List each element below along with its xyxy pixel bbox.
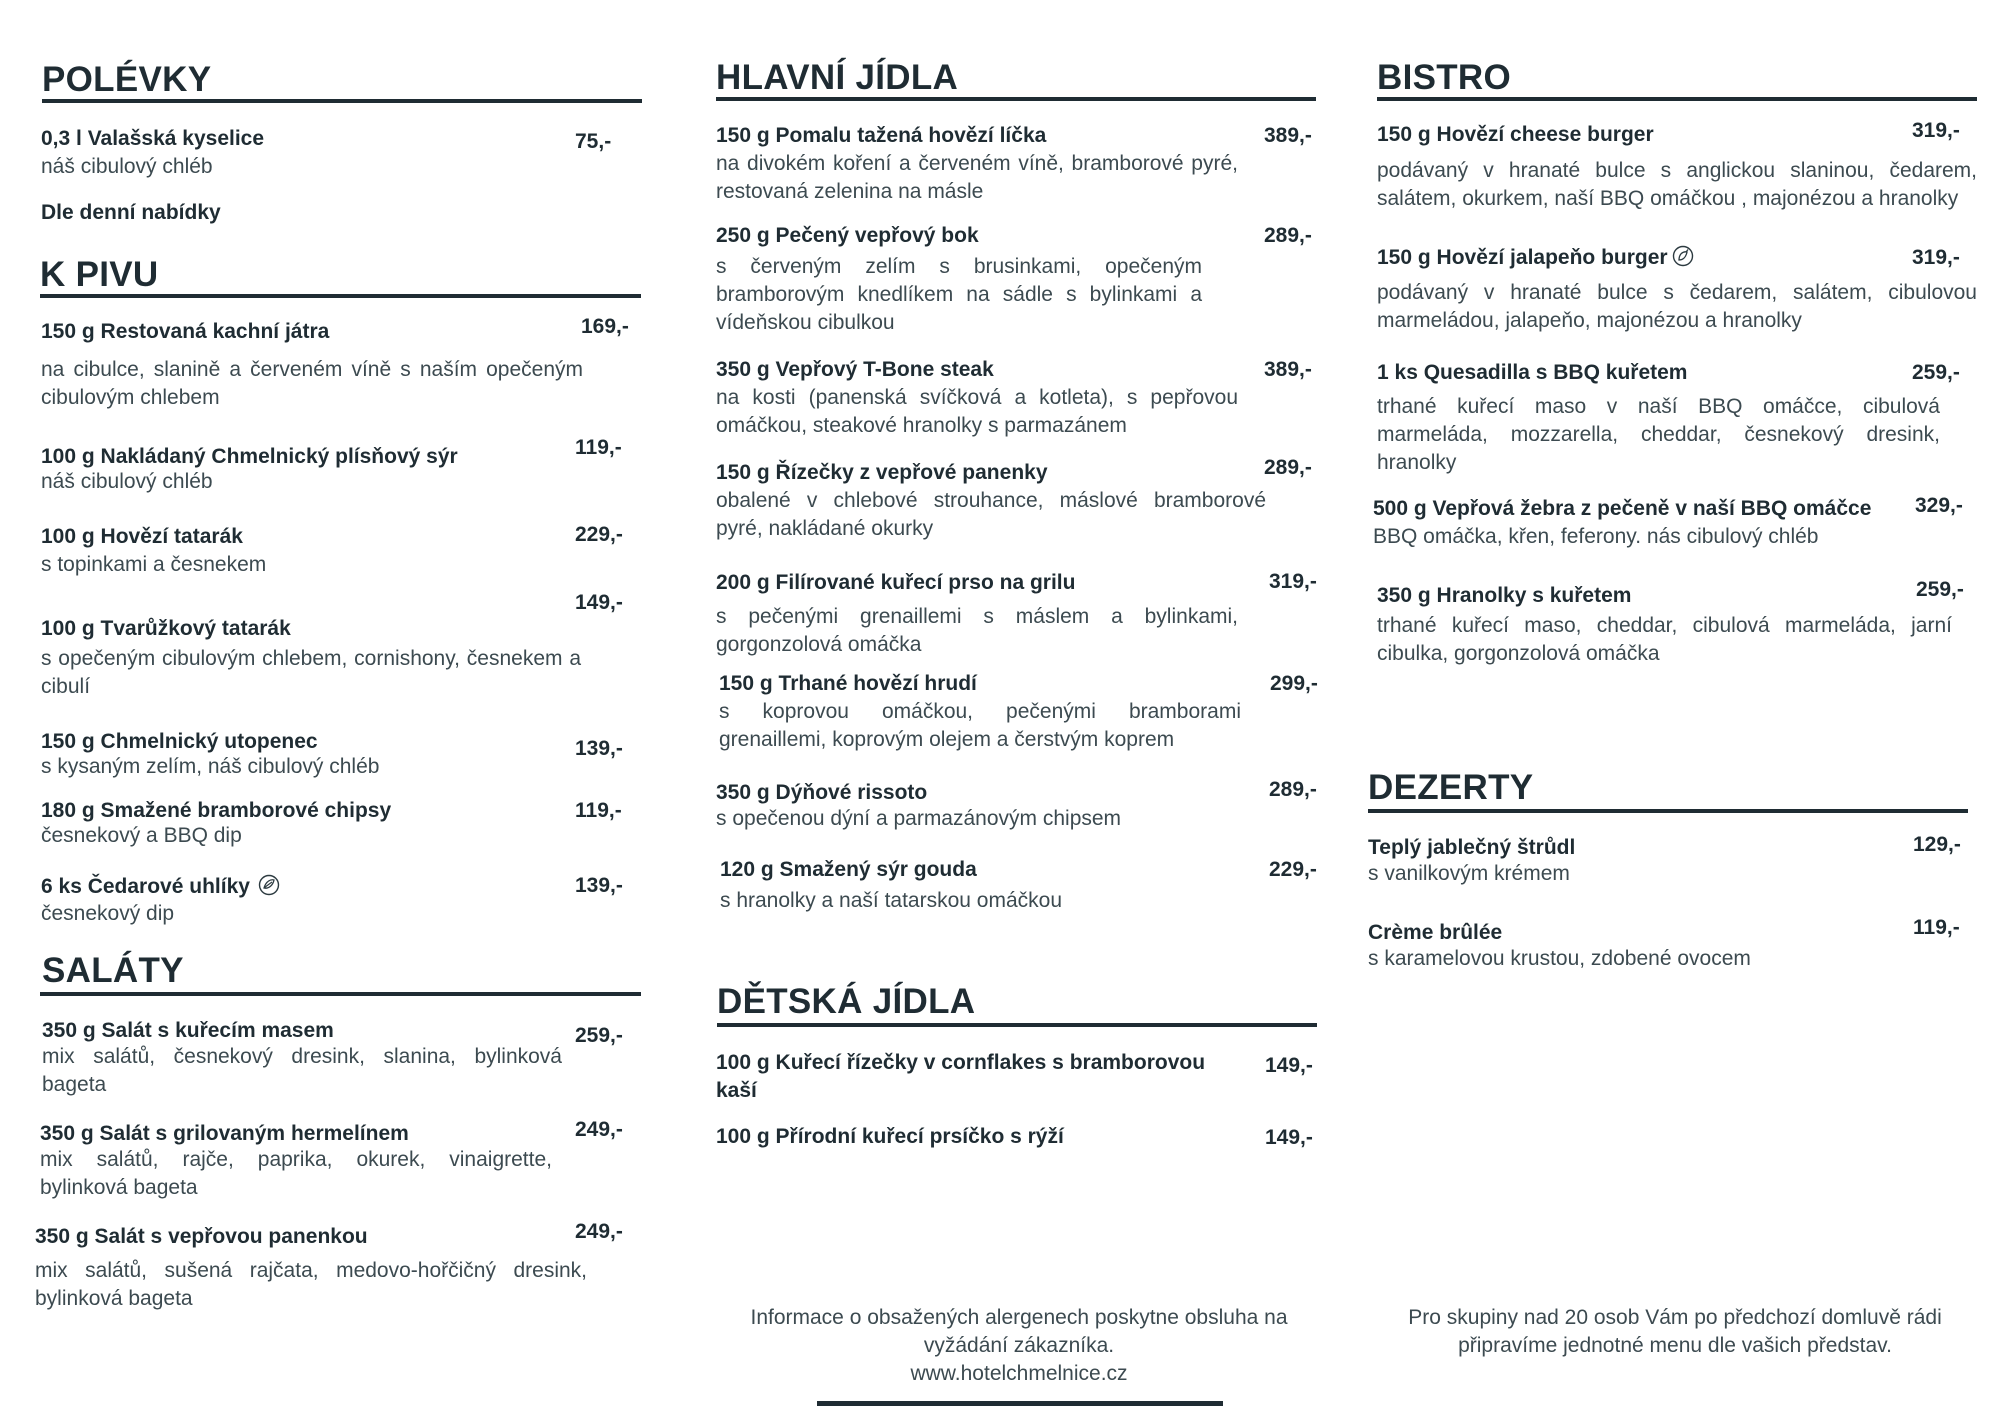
item-price: 229,- (1269, 858, 1317, 881)
menu-item (716, 356, 1312, 440)
item-description: na cibulce, slanině a červeném víně s naším opečeným cibulovým chlebem (41, 358, 583, 409)
item-description: mix salátů, sušená rajčata, medovo-hořčičný dresink, bylinková bageta (35, 1259, 587, 1310)
section-title-detska-jidla: DĚTSKÁ JÍDLA (717, 982, 976, 1021)
item-description: s vanilkovým krémem (1368, 862, 1570, 885)
footer-divider (817, 1401, 1223, 1406)
item-price: 119,- (1913, 916, 1960, 939)
item-price: 249,- (575, 1220, 623, 1243)
item-price: 229,- (575, 523, 623, 546)
menu-item (720, 856, 1317, 915)
section-divider (1368, 809, 1968, 813)
allergen-note (719, 1304, 1319, 1388)
menu-item (719, 670, 1318, 754)
menu-item (41, 591, 623, 701)
section-title-k-pivu: K PIVU (40, 255, 159, 294)
item-price: 259,- (1916, 578, 1964, 601)
item-name: 120 g Smažený sýr gouda (720, 858, 977, 881)
menu-item (41, 523, 623, 579)
item-description: náš cibulový chléb (41, 470, 213, 493)
item-description: s opečenou dýní a parmazánovým chipsem (716, 807, 1122, 830)
group-menu-note-line: připravíme jednotné menu dle vašich představ. (1458, 1334, 1892, 1357)
item-price: 299,- (1270, 672, 1318, 695)
menu-item (716, 456, 1312, 543)
item-price: 389,- (1264, 124, 1312, 147)
item-description: trhané kuřecí maso v naší BBQ omáčce, cibulová marmeláda, mozzarella, cheddar, česnekový dresink, hranolky (1377, 395, 1940, 474)
item-name: 1 ks Quesadilla s BBQ kuřetem (1377, 361, 1688, 384)
menu-item (41, 199, 641, 227)
menu-item (716, 569, 1317, 659)
item-description: česnekový dip (41, 902, 175, 925)
item-price: 149,- (1265, 1126, 1313, 1149)
item-name (1377, 244, 1977, 272)
menu-item (41, 797, 622, 850)
item-description: s opečeným cibulovým chlebem, cornishony, česnekem a cibulí (41, 647, 581, 698)
item-name: 150 g Hovězí cheese burger (1377, 123, 1654, 146)
menu-item (1377, 244, 1977, 335)
group-menu-note-line: Pro skupiny nad 20 osob Vám po předchozí domluvě rádi (1408, 1306, 1942, 1329)
item-name: 350 g Dýňové rissoto (716, 781, 928, 804)
item-description: s karamelovou krustou, zdobené ovocem (1368, 947, 1751, 970)
menu-item (1377, 359, 1960, 477)
item-price: 249,- (575, 1118, 623, 1141)
item-description: česnekový a BBQ dip (41, 824, 242, 847)
menu-item (1377, 121, 1977, 213)
item-description: BBQ omáčka, křen, feferony. nás cibulový chléb (1373, 525, 1819, 548)
menu-item (716, 222, 1312, 337)
menu-item (35, 1220, 623, 1313)
item-name: Dle denní nabídky (41, 201, 221, 224)
item-name: 100 g Hovězí tatarák (41, 525, 243, 548)
section-divider (716, 97, 1316, 101)
menu-item (41, 728, 623, 781)
section-title-polevky: POLÉVKY (42, 60, 212, 99)
item-price: 289,- (1264, 456, 1312, 479)
item-name: 150 g Pomalu tažená hovězí líčka (716, 124, 1047, 147)
section-divider (40, 294, 641, 298)
item-name: 180 g Smažené bramborové chipsy (41, 799, 392, 822)
item-name: 100 g Přírodní kuřecí prsíčko s rýží (716, 1125, 1064, 1148)
item-price: 319,- (1269, 570, 1317, 593)
menu-item (42, 1017, 623, 1099)
section-title-salaty: SALÁTY (42, 951, 184, 990)
allergen-note-line: vyžádání zákazníka. (923, 1334, 1115, 1357)
section-title-dezerty: DEZERTY (1368, 768, 1534, 807)
item-name: 100 g Tvarůžkový tatarák (41, 617, 291, 640)
menu-item (1377, 578, 1964, 668)
section-title-bistro: BISTRO (1377, 58, 1512, 97)
item-price: 119,- (575, 436, 622, 459)
section-divider (1377, 97, 1977, 101)
item-name: 150 g Řízečky z vepřové panenky (716, 461, 1048, 484)
item-price: 389,- (1264, 358, 1312, 381)
menu-item (41, 315, 629, 412)
menu-item (41, 436, 622, 496)
item-name: Crème brûlée (1368, 921, 1503, 944)
item-description: s kysaným zelím, náš cibulový chléb (41, 755, 380, 778)
item-price: 289,- (1269, 778, 1317, 801)
menu-item (716, 778, 1317, 833)
menu-item (41, 873, 623, 928)
item-description: trhané kuřecí maso, cheddar, cibulová marmeláda, jarní cibulka, gorgonzolová omáčka (1377, 614, 1952, 665)
item-price: 289,- (1264, 224, 1312, 247)
item-price: 319,- (1912, 246, 1960, 269)
item-name-text: 150 g Hovězí jalapeňo burger (1377, 246, 1668, 269)
item-description: s koprovou omáčkou, pečenými bramborami grenaillemi, koprovým olejem a čerstvým koprem (719, 700, 1241, 751)
menu-item (40, 1118, 623, 1202)
item-name: 350 g Hranolky s kuřetem (1377, 584, 1632, 607)
item-name: Teplý jablečný štrůdl (1368, 836, 1576, 859)
item-price: 139,- (575, 874, 623, 897)
group-menu-note (1375, 1304, 1975, 1360)
item-description: s červeným zelím s brusinkami, opečeným bramborovým knedlíkem na sádle s bylinkami a vídeňskou cibulkou (716, 255, 1202, 334)
item-description: podávaný v hranaté bulce s čedarem, salátem, cibulovou marmeládou, jalapeňo, majonézou a hranolky (1377, 281, 1977, 332)
item-price: 139,- (575, 737, 623, 760)
allergen-note-line: Informace o obsažených alergenech poskytne obsluha na (750, 1306, 1288, 1329)
item-description: s pečenými grenaillemi s máslem a bylinkami, gorgonzolová omáčka (716, 605, 1238, 656)
spicy-icon (1672, 245, 1694, 267)
item-name: 0,3 l Valašská kyselice (41, 127, 265, 150)
item-description: náš cibulový chléb (41, 155, 213, 178)
item-name: 250 g Pečený vepřový bok (716, 224, 979, 247)
item-name: 350 g Salát s vepřovou panenkou (35, 1225, 368, 1248)
item-price: 129,- (1913, 833, 1961, 856)
item-price: 149,- (1265, 1054, 1313, 1077)
item-name: 350 g Salát s kuřecím masem (42, 1019, 334, 1042)
item-name: 100 g Nakládaný Chmelnický plísňový sýr (41, 445, 458, 468)
menu-item (41, 125, 641, 181)
item-price: 75,- (575, 130, 612, 153)
item-price: 149,- (575, 591, 623, 614)
item-name: 350 g Salát s grilovaným hermelínem (40, 1122, 409, 1145)
item-description: s topinkami a česnekem (41, 553, 267, 576)
item-description: obalené v chlebové strouhance, máslové bramborové pyré, nakládané okurky (716, 489, 1266, 540)
item-name: 350 g Vepřový T-Bone steak (716, 358, 994, 381)
item-name (41, 873, 601, 901)
item-description: mix salátů, česnekový dresink, slanina, bylinková bageta (42, 1045, 562, 1096)
section-title-hlavni-jidla: HLAVNÍ JÍDLA (716, 58, 959, 97)
section-divider (42, 99, 642, 103)
menu-item (1368, 916, 1960, 973)
menu-item (716, 1049, 1313, 1105)
item-name: 200 g Filírované kuřecí prso na grilu (716, 571, 1076, 594)
menu-item (716, 1123, 1313, 1151)
item-name-text: 6 ks Čedarové uhlíky (41, 875, 250, 898)
section-divider (717, 1023, 1317, 1027)
menu-item (1373, 494, 1963, 551)
menu-item (1368, 833, 1961, 888)
item-name: 150 g Restovaná kachní játra (41, 320, 330, 343)
vegetarian-icon (258, 874, 280, 896)
menu-item (716, 122, 1312, 206)
website-link[interactable]: www.hotelchmelnice.cz (910, 1362, 1128, 1385)
item-price: 169,- (581, 315, 629, 338)
item-description: na divokém koření a červeném víně, bramborové pyré, restovaná zelenina na másle (716, 152, 1238, 203)
section-divider (40, 992, 641, 996)
item-price: 319,- (1912, 119, 1960, 142)
item-price: 329,- (1915, 494, 1963, 517)
item-price: 259,- (575, 1024, 623, 1047)
item-name: 150 g Trhané hovězí hrudí (719, 672, 977, 695)
item-name: 100 g Kuřecí řízečky v cornflakes s bramborovou kaší (716, 1051, 1206, 1102)
item-description: s hranolky a naší tatarskou omáčkou (720, 889, 1063, 912)
item-description: na kosti (panenská svíčková a kotleta), s pepřovou omáčkou, steakové hranolky s parmazánem (716, 386, 1238, 437)
item-name: 150 g Chmelnický utopenec (41, 730, 318, 753)
item-price: 259,- (1912, 361, 1960, 384)
item-description: podávaný v hranaté bulce s anglickou slaninou, čedarem, salátem, okurkem, naší BBQ omáčkou , majonézou a hranolky (1377, 159, 1977, 210)
item-description: mix salátů, rajče, paprika, okurek, vinaigrette, bylinková bageta (40, 1148, 552, 1199)
item-price: 119,- (575, 799, 622, 822)
item-name: 500 g Vepřová žebra z pečeně v naší BBQ omáčce (1373, 497, 1872, 520)
